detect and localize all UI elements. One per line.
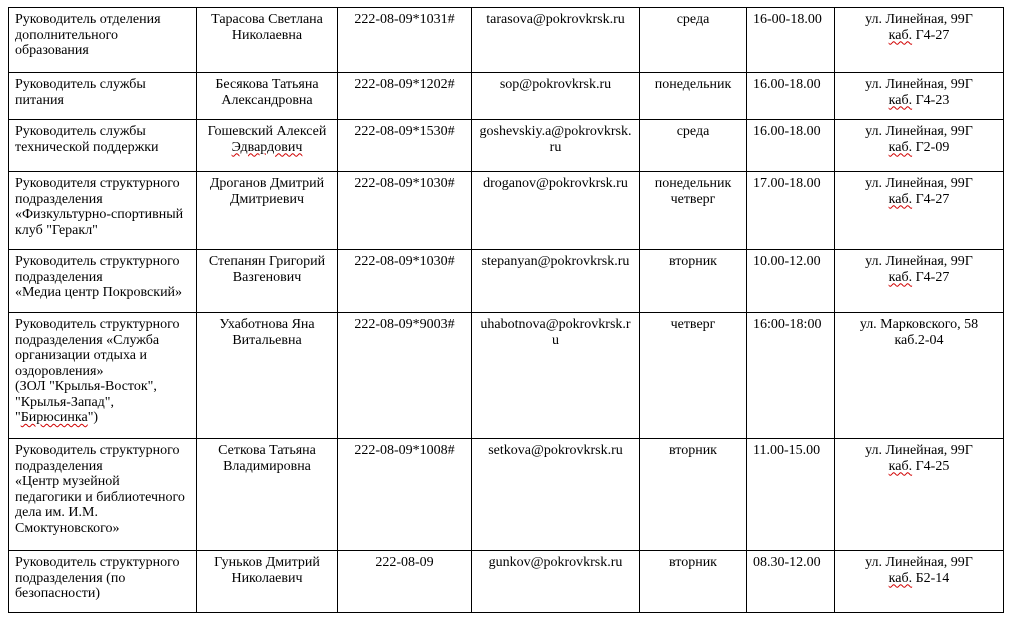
time-cell: 17.00-18.00	[747, 172, 835, 250]
days-cell	[640, 73, 747, 120]
table-row	[9, 439, 1004, 551]
position-cell	[9, 120, 197, 172]
spellcheck-flag: каб.	[888, 269, 913, 285]
cell-line: "Бирюсинка")	[15, 410, 99, 425]
cell-line: Витальевна	[232, 332, 302, 348]
phone-cell: 222-08-09*1202#	[338, 73, 472, 120]
cell-line: ул. Линейная, 99Г	[865, 555, 973, 570]
address-cell	[835, 313, 1004, 439]
cell-line: каб. Г4-27	[888, 27, 950, 43]
cell-line: понедельник	[654, 176, 732, 191]
time-cell: 11.00-15.00	[747, 439, 835, 551]
cell-line: четверг	[670, 317, 716, 332]
position-cell	[9, 439, 197, 551]
name-cell	[197, 250, 338, 313]
days-cell	[640, 120, 747, 172]
email-cell[interactable]: uhabotnova@pokrovkrsk.ru	[472, 313, 640, 439]
time-cell: 10.00-12.00	[747, 250, 835, 313]
spellcheck-flag: Бирюсинка	[20, 410, 88, 425]
days-cell	[640, 551, 747, 613]
cell-line: подразделения	[15, 191, 103, 207]
phone-cell: 222-08-09*9003#	[338, 313, 472, 439]
cell-line	[203, 140, 331, 156]
cell-line: каб. Г4-25	[888, 458, 950, 474]
time-cell: 08.30-12.00	[747, 551, 835, 613]
cell-line: Гошевский Алексей	[207, 124, 327, 139]
cell-line: «Центр музейной	[15, 474, 120, 489]
phone-cell: 222-08-09*1008#	[338, 439, 472, 551]
time-cell: 16.00-18.00	[747, 120, 835, 172]
table-row	[9, 250, 1004, 313]
cell-line: Тарасова Светлана	[211, 12, 323, 27]
spellcheck-flag: каб.	[888, 92, 913, 108]
cell-line: каб. Г4-27	[888, 191, 950, 207]
address-cell	[835, 172, 1004, 250]
cell-line: каб. Г4-23	[888, 92, 950, 108]
cell-line: Николаевич	[231, 570, 303, 586]
cell-line: Александровна	[221, 92, 313, 108]
cell-line: Николаевна	[231, 27, 303, 43]
spellcheck-flag: каб.	[888, 139, 913, 155]
position-cell	[9, 8, 197, 73]
cell-line: подразделения «Служба	[15, 332, 160, 348]
phone-cell: 222-08-09	[338, 551, 472, 613]
cell-line: ул. Марковского, 58	[859, 317, 979, 332]
email-cell[interactable]: stepanyan@pokrovkrsk.ru	[472, 250, 640, 313]
cell-line: среда	[676, 12, 710, 27]
name-cell	[197, 439, 338, 551]
cell-line: «Физкультурно-спортивный	[15, 207, 184, 222]
name-cell	[197, 73, 338, 120]
email-cell[interactable]: setkova@pokrovkrsk.ru	[472, 439, 640, 551]
spellcheck-flag: Эдвардович	[231, 139, 303, 155]
contacts-table	[8, 7, 1004, 613]
address-cell	[835, 73, 1004, 120]
email-cell[interactable]: goshevskiy.a@pokrovkrsk.ru	[472, 120, 640, 172]
cell-line: каб.2-04	[894, 332, 944, 348]
cell-line: подразделения (по	[15, 570, 126, 586]
phone-cell: 222-08-09*1031#	[338, 8, 472, 73]
table-row	[9, 551, 1004, 613]
cell-line: Дроганов Дмитрий	[209, 176, 325, 191]
cell-line: Ухаботнова Яна	[219, 317, 315, 332]
cell-line: Владимировна	[223, 458, 311, 474]
table-row	[9, 172, 1004, 250]
address-cell	[835, 551, 1004, 613]
phone-cell: 222-08-09*1030#	[338, 172, 472, 250]
email-cell[interactable]: tarasova@pokrovkrsk.ru	[472, 8, 640, 73]
name-cell	[197, 313, 338, 439]
cell-line: ул. Линейная, 99Г	[865, 254, 973, 269]
spellcheck-flag: каб.	[888, 458, 913, 474]
days-cell	[640, 172, 747, 250]
cell-line: организации отдыха и	[15, 348, 147, 363]
cell-line: Гуньков Дмитрий	[214, 555, 320, 570]
name-cell	[197, 172, 338, 250]
cell-line: Бесякова Татьяна	[215, 77, 319, 92]
cell-line: среда	[676, 124, 710, 139]
cell-line: вторник	[669, 443, 717, 458]
email-cell[interactable]: droganov@pokrovkrsk.ru	[472, 172, 640, 250]
cell-line: понедельник	[654, 77, 732, 92]
cell-line: Вазгенович	[232, 269, 302, 285]
cell-line: безопасности)	[15, 586, 101, 601]
cell-line: каб. Г2-09	[888, 139, 950, 155]
phone-cell: 222-08-09*1030#	[338, 250, 472, 313]
cell-line: Руководитель структурного	[15, 254, 180, 269]
phone-cell: 222-08-09*1530#	[338, 120, 472, 172]
table-row	[9, 73, 1004, 120]
position-cell	[9, 172, 197, 250]
cell-line: Руководитель структурного	[15, 443, 180, 458]
spellcheck-flag: каб.	[888, 27, 913, 43]
position-cell	[9, 250, 197, 313]
time-cell: 16-00-18.00	[747, 8, 835, 73]
cell-line: ул. Линейная, 99Г	[865, 77, 973, 92]
spellcheck-flag: каб.	[888, 191, 913, 207]
cell-line: ул. Линейная, 99Г	[865, 12, 973, 27]
cell-line: (ЗОЛ "Крылья-Восток",	[15, 379, 157, 394]
address-cell	[835, 120, 1004, 172]
cell-line: ул. Линейная, 99Г	[865, 176, 973, 191]
cell-line: педагогики и библиотечного	[15, 489, 185, 505]
table-row	[9, 120, 1004, 172]
position-cell	[9, 73, 197, 120]
cell-line: Руководитель отделения	[15, 12, 161, 27]
cell-line: образования	[15, 43, 89, 58]
email-cell[interactable]: sop@pokrovkrsk.ru	[472, 73, 640, 120]
cell-line: Руководитель структурного	[15, 555, 180, 570]
cell-line: подразделения	[15, 269, 103, 285]
cell-line: Смоктуновского»	[15, 520, 120, 536]
spellcheck-flag: каб.	[888, 570, 913, 586]
days-cell	[640, 8, 747, 73]
cell-line: Руководителя структурного	[15, 176, 180, 191]
table-row	[9, 8, 1004, 73]
position-cell	[9, 551, 197, 613]
cell-line: вторник	[669, 254, 717, 269]
address-cell	[835, 250, 1004, 313]
cell-line: четверг	[670, 191, 716, 207]
days-cell	[640, 439, 747, 551]
cell-line: Дмитриевич	[229, 191, 305, 207]
cell-line: «Медиа центр Покровский»	[15, 285, 183, 300]
cell-line: технической поддержки	[15, 139, 159, 155]
position-cell	[9, 313, 197, 439]
cell-line: дополнительного	[15, 27, 118, 43]
cell-line: вторник	[669, 555, 717, 570]
time-cell: 16.00-18.00	[747, 73, 835, 120]
cell-line: ул. Линейная, 99Г	[865, 443, 973, 458]
address-cell	[835, 439, 1004, 551]
time-cell: 16:00-18:00	[747, 313, 835, 439]
cell-line: каб. Г4-27	[888, 269, 950, 285]
cell-line: Сеткова Татьяна	[218, 443, 316, 458]
days-cell	[640, 250, 747, 313]
cell-line: Степанян Григорий	[208, 254, 326, 269]
cell-line: подразделения	[15, 458, 103, 474]
cell-line: питания	[15, 92, 64, 108]
contacts-table-body	[9, 8, 1004, 613]
cell-line: ул. Линейная, 99Г	[865, 124, 973, 139]
name-cell	[197, 120, 338, 172]
cell-line: Руководитель службы	[15, 77, 146, 92]
cell-line: оздоровления»	[15, 363, 104, 379]
table-row	[9, 313, 1004, 439]
email-cell[interactable]: gunkov@pokrovkrsk.ru	[472, 551, 640, 613]
cell-line: клуб "Геракл"	[15, 222, 98, 238]
name-cell	[197, 8, 338, 73]
cell-line: Руководитель структурного	[15, 317, 180, 332]
cell-line: каб. Б2-14	[888, 570, 950, 586]
address-cell	[835, 8, 1004, 73]
days-cell	[640, 313, 747, 439]
cell-line: Руководитель службы	[15, 124, 146, 139]
cell-line: дела им. И.М.	[15, 505, 98, 520]
name-cell	[197, 551, 338, 613]
cell-line: "Крылья-Запад",	[15, 394, 115, 410]
